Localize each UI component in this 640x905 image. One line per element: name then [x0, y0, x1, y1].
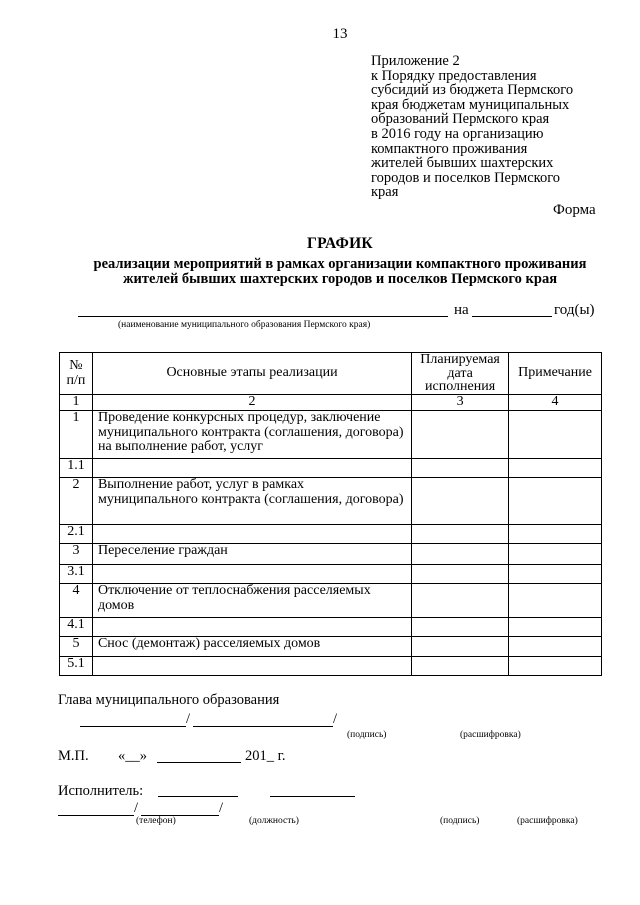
appendix-line: городов и поселков Пермского	[371, 169, 561, 186]
row-number: 1.1	[60, 459, 93, 478]
col-number: 3	[412, 395, 509, 411]
row-number: 3.1	[60, 565, 93, 584]
table-row	[60, 544, 602, 565]
executor-extra-line[interactable]	[270, 796, 355, 797]
table-row	[60, 657, 602, 676]
stage-text: Отключение от теплоснабжения расселяемых домов	[92, 584, 411, 618]
row-number: 2	[60, 478, 93, 525]
col-number: 1	[60, 395, 93, 411]
note-cell[interactable]	[509, 459, 602, 478]
head-label: Глава муниципального образования	[58, 692, 280, 708]
schedule-table	[59, 352, 602, 676]
stage-text[interactable]	[92, 565, 411, 584]
date-year[interactable]: 201_ г.	[245, 748, 286, 764]
note-cell[interactable]	[509, 544, 602, 565]
subtitle-line-2: жителей бывших шахтерских городов и поселков Пермского края	[122, 271, 558, 287]
form-label: Форма	[553, 202, 596, 218]
seal-label: М.П.	[58, 748, 89, 764]
planned-date-cell[interactable]	[412, 657, 509, 676]
planned-date-cell[interactable]	[412, 544, 509, 565]
column-number-row	[60, 395, 602, 411]
note-cell[interactable]	[509, 618, 602, 637]
appendix-line: Приложение 2	[371, 53, 460, 69]
appendix-block	[371, 54, 611, 200]
header-note: Примечание	[509, 353, 602, 395]
stage-text[interactable]	[92, 525, 411, 544]
date-month-line[interactable]	[157, 762, 241, 763]
planned-date-cell[interactable]	[412, 411, 509, 459]
phone-line[interactable]	[58, 815, 134, 816]
note-cell[interactable]	[509, 657, 602, 676]
table-row	[60, 637, 602, 657]
col-number: 2	[92, 395, 411, 411]
stage-text: Переселение граждан	[92, 544, 411, 565]
decode-caption-2: (расшифровка)	[517, 816, 578, 826]
row-number: 5.1	[60, 657, 93, 676]
year-line[interactable]	[472, 316, 552, 317]
appendix-line: жителей бывших шахтерских	[371, 155, 554, 172]
stage-text[interactable]	[92, 657, 411, 676]
table-row	[60, 584, 602, 618]
stage-text[interactable]	[92, 618, 411, 637]
page-number: 13	[332, 26, 348, 42]
signature-caption-2: (подпись)	[440, 816, 480, 826]
slash: /	[186, 711, 191, 727]
phone-caption: (телефон)	[136, 816, 176, 826]
table-header-row	[60, 353, 602, 395]
municipality-name-line[interactable]	[78, 316, 448, 317]
planned-date-cell[interactable]	[412, 478, 509, 525]
appendix-line: края	[371, 184, 399, 201]
stage-text[interactable]	[92, 459, 411, 478]
header-planned: Планируемая дата исполнения	[412, 353, 509, 395]
position-caption: (должность)	[249, 816, 299, 826]
note-cell[interactable]	[509, 584, 602, 618]
appendix-line: к Порядку предоставления	[371, 67, 537, 84]
appendix-line: в 2016 году на организацию	[371, 125, 544, 142]
municipality-caption: (наименование муниципального образования Пермского края)	[118, 320, 371, 330]
slash: /	[134, 800, 139, 816]
head-decode-line[interactable]	[193, 726, 333, 727]
executor-name-line[interactable]	[158, 796, 238, 797]
header-stages: Основные этапы реализации	[92, 353, 411, 395]
planned-date-cell[interactable]	[412, 459, 509, 478]
document-subtitle	[70, 257, 610, 287]
signature-caption: (подпись)	[347, 730, 387, 740]
note-cell[interactable]	[509, 411, 602, 459]
stage-text: Выполнение работ, услуг в рамках муниципального контракта (соглашения, договора)	[92, 478, 411, 525]
head-signature-line[interactable]	[80, 726, 186, 727]
table-row	[60, 459, 602, 478]
date-day[interactable]: «__»	[118, 748, 147, 764]
note-cell[interactable]	[509, 478, 602, 525]
stage-text: Снос (демонтаж) расселяемых домов	[92, 637, 411, 657]
appendix-line: края бюджетам муниципальных	[371, 96, 570, 113]
row-number: 5	[60, 637, 93, 657]
note-cell[interactable]	[509, 637, 602, 657]
table-row	[60, 525, 602, 544]
slash: /	[219, 800, 224, 816]
note-cell[interactable]	[509, 565, 602, 584]
table-row	[60, 618, 602, 637]
header-num: № п/п	[60, 353, 93, 395]
planned-date-cell[interactable]	[412, 565, 509, 584]
stage-text: Проведение конкурсных процедур, заключение муниципального контракта (соглашения, договора) на выполнение работ, услуг	[92, 411, 411, 459]
table-row	[60, 478, 602, 525]
appendix-line: образований Пермского края	[371, 111, 550, 128]
on-label: на	[454, 302, 469, 318]
planned-date-cell[interactable]	[412, 618, 509, 637]
table-row	[60, 565, 602, 584]
row-number: 3	[60, 544, 93, 565]
table-row	[60, 411, 602, 459]
decode-caption: (расшифровка)	[460, 730, 521, 740]
executor-label: Исполнитель:	[58, 783, 144, 799]
appendix-line: компактного проживания	[371, 140, 528, 157]
subtitle-line-1: реализации мероприятий в рамках организации компактного проживания	[93, 256, 587, 272]
col-number: 4	[509, 395, 602, 411]
slash: /	[333, 711, 338, 727]
row-number: 4.1	[60, 618, 93, 637]
note-cell[interactable]	[509, 525, 602, 544]
row-number: 2.1	[60, 525, 93, 544]
document-title: ГРАФИК	[307, 235, 373, 252]
row-number: 1	[60, 411, 93, 459]
planned-date-cell[interactable]	[412, 584, 509, 618]
planned-date-cell[interactable]	[412, 525, 509, 544]
row-number: 4	[60, 584, 93, 618]
year-label: год(ы)	[554, 302, 595, 318]
planned-date-cell[interactable]	[412, 637, 509, 657]
appendix-line: субсидий из бюджета Пермского	[371, 82, 574, 99]
